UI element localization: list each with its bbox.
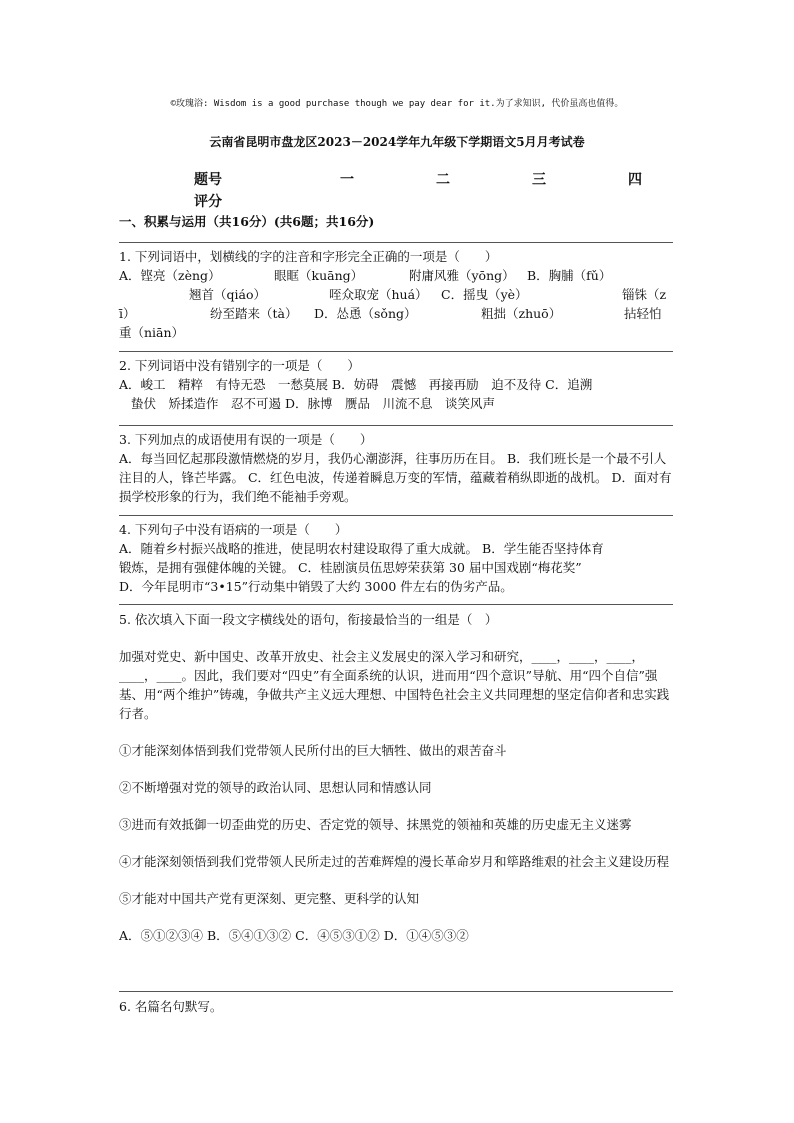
q1-option-b-word2: 翘首（qiáo） [189,287,266,302]
divider [119,351,673,352]
question-3-options: A．每当回忆起那段激情燃烧的岁月，我仍心潮澎湃，往事历历在目。 B．我们班长是一个最不引人注目的人，锋芒毕露。 C．红色电波，传递着瞬息万变的军情，蕴藏着稍纵即逝的战机。 D．面对有损学校形象的行为，我们绝不能袖手旁观。 [119,451,672,504]
q1-option-d-word1: D．怂恿（sǒng） [314,306,417,321]
score-table-row-number [194,168,668,190]
q1-option-a-word1: A．铿亮（zèng） [119,268,221,283]
q1-option-b-word3: 咥众取宠（huá） [329,287,428,302]
motto-header: ©玫瑰浴: Wisdom is a good purchase though we pay dear for it.为了求知识, 代价虽高也值得。 [170,99,624,109]
score-row-label: 评分 [194,194,222,210]
question-2 [119,356,673,413]
q1-option-c-word2: 锱铢（z [622,287,667,302]
score-header-1: 一 [340,172,354,188]
q1-option-c-word1: C．摇曳（yè） [441,287,528,302]
q1-option-a-word3: 附庸风雅（yōng） [409,268,515,283]
question-3 [119,430,673,506]
question-5 [119,610,673,945]
q1-option-d-word2: 粗拙（zhuō） [481,306,562,321]
question-5-stem: 5. 依次填入下面一段文字横线处的语句，衔接最恰当的一组是（ ） [119,612,498,627]
question-2-options-line-1: A．峻工 精粹 有恃无恐 一愁莫展 B．妨碍 震憾 再接再励 迫不及待 C．追溯 [119,377,593,392]
question-1-stem: 1. 下列词语中，划横线的字的注音和字形完全正确的一项是（ ） [119,249,498,264]
score-header-4: 四 [628,172,642,188]
score-header-label: 题号 [194,172,222,188]
question-1-options-line-1 [119,266,673,285]
question-2-options-line-2: 蛰伏 矫揉造作 忍不可遏 D．脉博 赝品 川流不息 谈笑风声 [131,396,495,411]
divider [119,425,673,426]
question-5-item-5: ⑤才能对中国共产党有更深刻、更完整、更科学的认知 [119,891,420,906]
divider [119,515,673,516]
question-4-options-line-3: D．今年昆明市“3•15”行动集中销毁了大约 3000 件左右的伪劣产品。 [119,579,513,594]
exam-title: 云南省昆明市盘龙区2023－2024学年九年级下学期语文5月月考试卷 [209,135,585,149]
score-table [194,168,668,212]
question-1-options-line-3 [119,304,673,323]
question-4-stem: 4. 下列句子中没有语病的一项是（ ） [119,522,348,537]
question-2-stem: 2. 下列词语中没有错别字的一项是（ ） [119,358,360,373]
question-3-stem: 3. 下列加点的成语使用有误的一项是（ ） [119,432,373,447]
q1-option-c-word2-end: ī） [119,306,136,321]
question-4-options-line-2: 锻炼，是拥有强健体魄的关键。 C．桂剧演员伍思婷荣获第 30 届中国戏剧“梅花奖” [119,560,582,575]
question-6 [119,997,673,1016]
question-6-stem: 6. 名篇名句默写。 [119,999,223,1014]
question-5-options: A．⑤①②③④ B．⑤④①③② C．④⑤③①② D．①④⑤③② [119,928,469,943]
question-5-passage: 加强对党史、新中国史、改革开放史、社会主义发展史的深入学习和研究，____，____，____，____，____。因此，我们要对“四史”有全面系统的认识，进而用“四个意识”导航、用“四个自信”强基、用“两个维护”铸魂，争做共产主义远大理想、中国特色社会主义共同理想的坚定信仰者和忠实践行者。 [119,649,670,721]
score-table-row-score [194,190,668,212]
question-1-options-line-4: 重（niān） [119,325,185,340]
q1-option-d-word3: 拈轻怕 [624,306,662,321]
question-1 [119,247,673,342]
question-5-item-2: ②不断增强对党的领导的政治认同、思想认同和情感认同 [119,780,432,795]
question-4-options-line-1: A．随着乡村振兴战略的推进，使昆明农村建设取得了重大成就。 B．学生能否坚持体育 [119,541,604,556]
q1-option-a-word2: 眼眶（kuāng） [274,268,364,283]
divider [119,242,673,243]
q1-option-c-word3: 纷至踏来（tà） [210,306,298,321]
q1-option-b-word1: B．胸脯（fǔ） [527,268,612,283]
divider [119,604,673,605]
section-1-header: 一、积累与运用（共16分）(共6题；共16分) [119,214,375,229]
divider [119,991,673,992]
score-header-2: 二 [436,172,450,188]
question-5-item-1: ①才能深刻体悟到我们党带领人民所付出的巨大牺牲、做出的艰苦奋斗 [119,743,507,758]
question-4 [119,520,673,596]
question-1-options-line-2 [119,285,673,304]
score-header-3: 三 [532,172,546,188]
question-5-item-4: ④才能深刻领悟到我们党带领人民所走过的苦难辉煌的漫长革命岁月和筚路维艰的社会主义建设历程 [119,854,670,869]
question-5-item-3: ③进而有效抵御一切歪曲党的历史、否定党的领导、抹黑党的领袖和英雄的历史虚无主义迷雾 [119,817,632,832]
